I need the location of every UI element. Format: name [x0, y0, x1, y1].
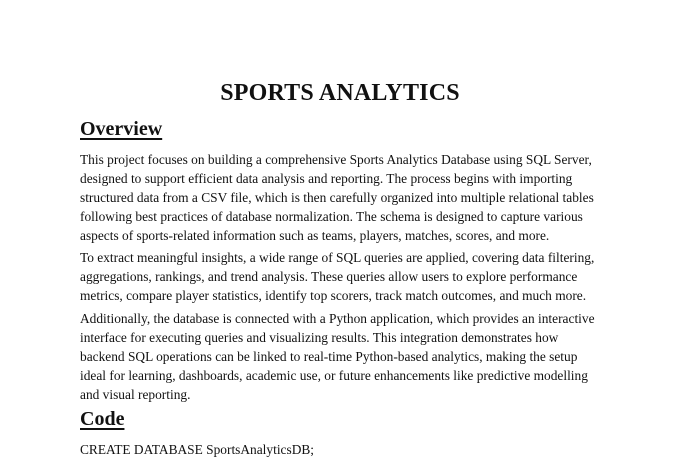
code-line: CREATE DATABASE SportsAnalyticsDB;	[80, 442, 315, 457]
overview-paragraph: Additionally, the database is connected with a Python application, which provides an interactive interface for executing queries and visualizing results. This integration demonstrates how backend SQL operations can be linked to real-time Python-based analytics, making the setup ideal for learning, dashboards, academic use, or future enhancements like predictive modelling and visual reporting.	[80, 311, 595, 402]
overview-paragraph: This project focuses on building a comprehensive Sports Analytics Database using SQL Server, designed to support efficient data analysis and reporting. The process begins with importing structured data from a CSV file, which is then carefully organized into multiple relational tables following best practices of database normalization. The schema is designed to capture various aspects of sports-related information such as teams, players, matches, scores, and more.	[80, 152, 594, 243]
overview-paragraph: To extract meaningful insights, a wide range of SQL queries are applied, covering data filtering, aggregations, rankings, and trend analysis. These queries allow users to explore performance metrics, compare player statistics, identify top scorers, track match outcomes, and much more.	[80, 250, 595, 303]
code-heading: Code	[80, 408, 125, 430]
document-title: SPORTS ANALYTICS	[220, 80, 460, 106]
overview-heading: Overview	[80, 118, 163, 140]
